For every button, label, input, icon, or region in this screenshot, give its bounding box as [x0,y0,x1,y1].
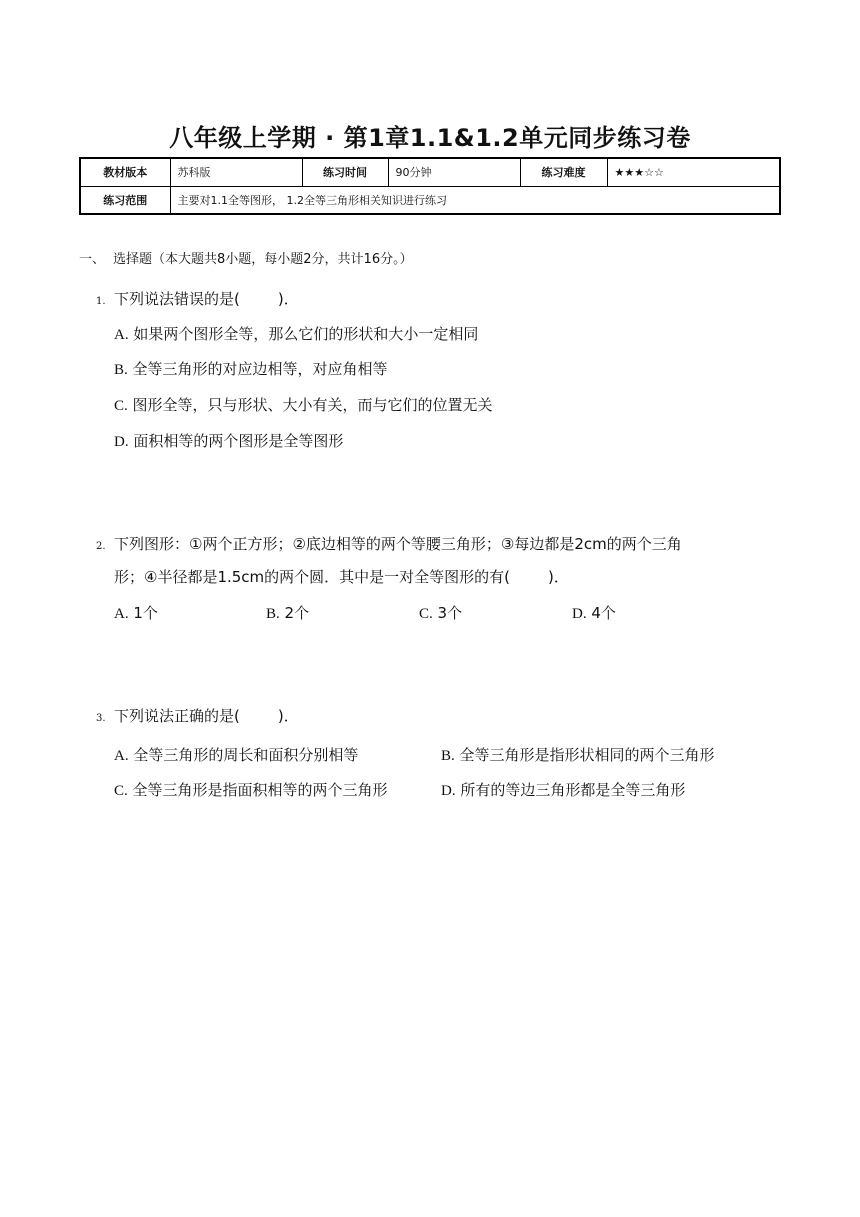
option-text: 面积相等的两个图形是全等图形 [133,432,344,450]
question-2-stem-line-2 [114,568,569,586]
option-label: A. [114,327,129,343]
option-text: 所有的等边三角形都是全等三角形 [460,781,686,799]
option-text: 图形全等，只与形状、大小有关，而与它们的位置无关 [132,396,493,414]
version-label: 教材版本 [80,158,170,186]
option-label: C. [114,398,128,414]
question-1-option-a [114,325,478,344]
question-1-option-b [114,360,388,379]
question-1-option-d [114,432,343,451]
question-text: 形；④半径都是1.5cm的两个圆．其中是一对全等图形的有( [114,568,511,586]
question-text: 下列说法正确的是( [114,707,240,725]
info-row-2 [80,186,780,214]
option-text: 2个 [284,604,310,622]
option-text: 3个 [437,604,463,622]
difficulty-value: ★★★☆☆ [607,158,780,186]
option-label: A. [114,606,129,622]
option-label: D. [114,434,129,450]
question-text-end: )． [277,290,299,308]
option-label: A. [114,748,129,764]
option-text: 4个 [591,604,616,622]
question-text-end: )． [548,568,569,586]
time-label: 练习时间 [302,158,388,186]
question-2-option-c [419,604,462,623]
question-text-end: )． [277,707,299,725]
option-text: 1个 [133,604,158,622]
option-label: D. [441,783,456,799]
question-3-option-d [441,781,685,800]
question-3-option-a [114,746,358,765]
section-text: 选择题（本大题共8小题，每小题2分，共计16分。） [113,252,413,267]
option-label: B. [441,748,455,764]
option-label: B. [266,606,280,622]
section-number: 一、 [79,252,106,267]
option-text: 全等三角形的周长和面积分别相等 [133,746,359,764]
info-table [79,157,781,215]
question-1-option-c [114,396,493,415]
question-text: 下列说法错误的是( [114,290,240,308]
question-2-option-a [114,604,158,623]
option-label: D. [572,606,587,622]
question-number: 2. [96,541,106,552]
question-3-option-c [114,781,388,800]
info-row-1 [80,158,780,186]
option-label: C. [114,783,128,799]
difficulty-label: 练习难度 [520,158,607,186]
section-heading [79,248,413,267]
question-number: 1. [96,296,106,307]
scope-value: 主要对1.1全等图形， 1.2全等三角形相关知识进行练习 [170,186,780,214]
question-number: 3. [96,713,106,724]
version-value: 苏科版 [170,158,302,186]
option-text: 全等三角形的对应边相等，对应角相等 [132,360,388,378]
time-value: 90分钟 [388,158,520,186]
question-3-option-b [441,746,715,765]
option-text: 如果两个图形全等，那么它们的形状和大小一定相同 [133,325,479,343]
question-1-stem [96,290,299,311]
option-text: 全等三角形是指形状相同的两个三角形 [459,746,715,764]
question-3-stem [96,707,299,728]
option-label: C. [419,606,433,622]
question-text: 下列图形：①两个正方形；②底边相等的两个等腰三角形；③每边都是2cm的两个三角 [114,535,682,553]
question-2-stem-line-1 [96,535,682,556]
page-title: 八年级上学期 · 第1章1.1&1.2单元同步练习卷 [169,124,691,152]
scope-label: 练习范围 [80,186,170,214]
option-text: 全等三角形是指面积相等的两个三角形 [132,781,388,799]
question-2-option-d [572,604,616,623]
option-label: B. [114,362,128,378]
question-2-option-b [266,604,309,623]
